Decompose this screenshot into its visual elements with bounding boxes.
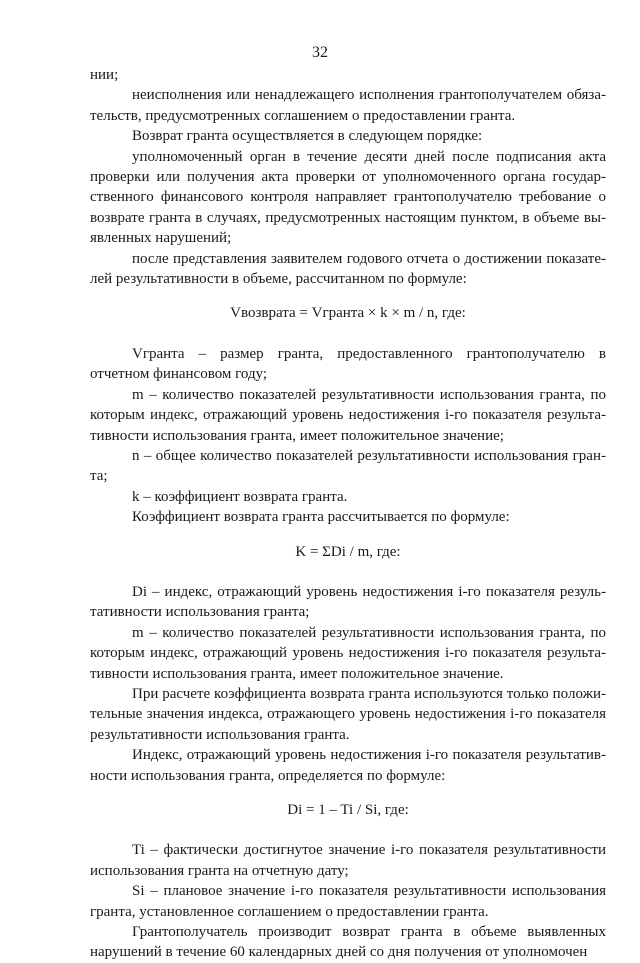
paragraph: При расчете коэффициента возврата гранта используются только положительные значения индекса, отражающего уровень недостижения i-го показателя результативности использования гранта. [90,685,606,743]
paragraph: нии; [90,67,119,83]
paragraph: m – количество показателей результативности использования гранта, по которым индекс, отражающий уровень недостижения i-го показателя результативности использования гранта, имеет положительное значение; [90,386,606,444]
paragraph: Коэффициент возврата гранта рассчитывается по формуле: [132,509,510,526]
paragraph: Di – индекс, отражающий уровень недостижения i-го показателя результативности использования гранта; [90,583,606,621]
formula-grant-return: Vвозврата = Vгранта × k × m / n, где: [230,305,466,322]
document-body [90,65,606,963]
paragraph: m – количество показателей результативности использования гранта, по которым индекс, отражающий уровень недостижения i-го показателя результативности использования гранта, имеет положительное значение. [90,624,606,682]
formula-index: Di = 1 – Ti / Si, где: [287,802,409,818]
paragraph: k – коэффициент возврата гранта. [132,488,348,505]
paragraph: Ti – фактически достигнутое значение i-го показателя результативности использования гранта на отчетную дату; [90,842,606,879]
paragraph: уполномоченный орган в течение десяти дней после подписания акта проверки или получения акта проверки от уполномоченного органа государственного финансового контроля направляет грантополучателю требование о возврате гранта в случаях, предусмотренных настоящим пунктом, в объеме выявленных нарушений; [90,148,606,247]
paragraph: Vгранта – размер гранта, предоставленного грантополучателю в отчетном финансовом году; [90,345,606,383]
formula-return-coefficient: K = ΣDi / m, где: [295,543,401,560]
paragraph: Si – плановое значение i-го показателя результативности использования гранта, установленное соглашением о предоставлении гранта. [90,883,606,920]
paragraph: n – общее количество показателей результативности использования гранта; [90,447,606,485]
paragraph: неисполнения или ненадлежащего исполнения грантополучателем обязательств, предусмотренных соглашением о предоставлении гранта. [90,87,606,124]
paragraph: Индекс, отражающий уровень недостижения i-го показателя результативности использования гранта, определяется по формуле: [90,747,606,784]
paragraph: после представления заявителем годового отчета о достижении показателей результативности в объеме, рассчитанном по формуле: [90,250,606,288]
page-number: 32 [312,44,328,61]
paragraph: Грантополучатель производит возврат гранта в объеме выявленных нарушений в течение 60 календарных дней со дня получения от уполномочен [90,924,606,961]
paragraph: Возврат гранта осуществляется в следующем порядке: [132,128,483,145]
